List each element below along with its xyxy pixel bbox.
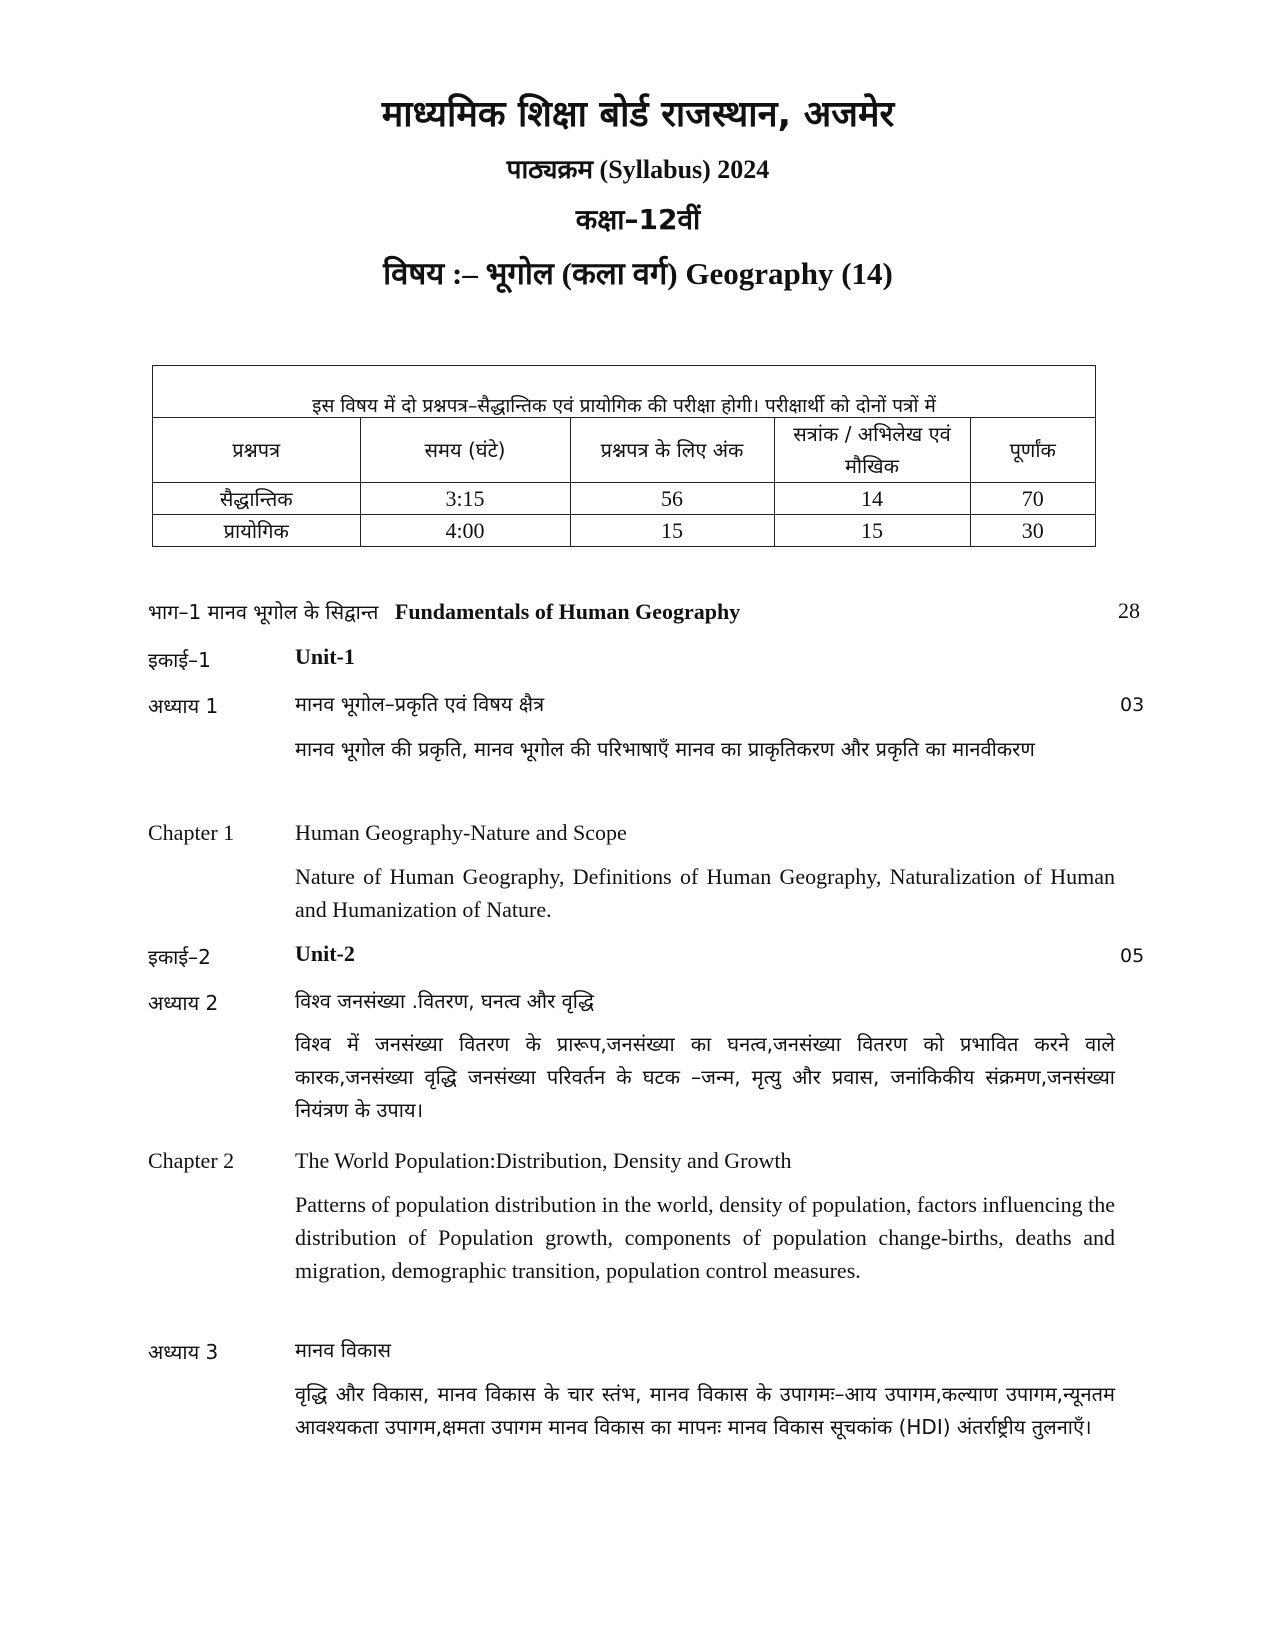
unit1-label-en: Unit-1 xyxy=(295,644,355,669)
ch1-label-en: Chapter 1 xyxy=(148,820,235,845)
ch1-marks: 03 xyxy=(1120,694,1145,716)
table-header-cell: सत्रांक / अभिलेख एवं मौखिक xyxy=(774,418,970,483)
ch2-label-en: Chapter 2 xyxy=(148,1148,235,1173)
class-title: कक्षा–12वीं xyxy=(575,203,701,236)
table-row xyxy=(153,483,1095,515)
board-title: माध्यमिक शिक्षा बोर्ड राजस्थान, अजमेर xyxy=(381,94,895,135)
ch2-title-en: The World Population:Distribution, Density and Growth xyxy=(295,1148,792,1173)
ch3-label-hi: अध्याय 3 xyxy=(148,1340,219,1364)
table-header-row xyxy=(153,418,1095,483)
ch3-desc-hi: वृद्धि और विकास, मानव विकास के चार स्तंभ, मानव विकास के उपागमः–आय उपागम,कल्याण उपागम,न्यूनतम आवश्यकता उपागम,क्षमता उपागम मानव विकास का मापनः मानव विकास सूचकांक (HDI) अंतर्राष्ट्रीय तुलनाएँ। xyxy=(295,1382,1115,1439)
part1-marks: 28 xyxy=(1118,598,1140,623)
exam-table xyxy=(152,365,1096,547)
table-cell: 56 xyxy=(570,483,774,515)
ch2-label-hi: अध्याय 2 xyxy=(148,991,219,1015)
ch1-desc-en: Nature of Human Geography, Definitions of Human Geography, Naturalization of Human and Humanization of Nature. xyxy=(295,864,1115,922)
ch1-title-en: Human Geography-Nature and Scope xyxy=(295,820,627,845)
ch1-label-hi: अध्याय 1 xyxy=(148,694,219,718)
ch2-desc-en: Patterns of population distribution in the world, density of population, factors influencing the distribution of Population growth, components of population change-births, deaths and migration, demographic transition, population control measures. xyxy=(295,1192,1115,1283)
syllabus-title: पाठ्यक्रम (Syllabus) 2024 xyxy=(506,155,770,184)
table-header-cell: पूर्णांक xyxy=(970,418,1095,483)
ch1-title-hi: मानव भूगोल–प्रकृति एवं विषय क्षैत्र xyxy=(295,692,545,716)
table-cell: 3:15 xyxy=(360,483,570,515)
table-row xyxy=(153,515,1095,547)
table-cell: 15 xyxy=(570,515,774,547)
subject-title: विषय :– भूगोल (कला वर्ग) Geography (14) xyxy=(383,256,893,291)
ch2-desc-hi: विश्व में जनसंख्या वितरण के प्रारूप,जनसंख्या का घनत्व,जनसंख्या वितरण को प्रभावित करने वाले कारक,जनसंख्या वृद्धि जनसंख्या परिवर्तन के घटक –जन्म, मृत्यु और प्रवास, जनांकिकीय संक्रमण,जनसंख्या नियंत्रण के उपाय। xyxy=(295,1032,1115,1122)
part1-heading xyxy=(148,598,740,625)
table-header-cell: समय (घंटे) xyxy=(360,418,570,483)
table-cell: 70 xyxy=(970,483,1095,515)
ch2-title-hi: विश्व जनसंख्या .वितरण, घनत्व और वृद्धि xyxy=(295,989,594,1013)
table-cell: सैद्धान्तिक xyxy=(153,483,360,515)
unit2-label-en: Unit-2 xyxy=(295,941,355,966)
table-cell: 30 xyxy=(970,515,1095,547)
table-cell: प्रायोगिक xyxy=(153,515,360,547)
ch3-title-hi: मानव विकास xyxy=(295,1338,392,1362)
table-header-cell: प्रश्नपत्र के लिए अंक xyxy=(570,418,774,483)
ch1-desc-hi: मानव भूगोल की प्रकृति, मानव भूगोल की परिभाषाएँ मानव का प्राकृतिकरण और प्रकृति का मानवीकरण xyxy=(295,737,1035,761)
table-cell: 4:00 xyxy=(360,515,570,547)
table-cell: 14 xyxy=(774,483,970,515)
unit1-label-hi: इकाई–1 xyxy=(148,648,211,672)
unit2-marks: 05 xyxy=(1120,945,1145,967)
part1-title: Fundamentals of Human Geography xyxy=(394,599,741,624)
table-header-cell: प्रश्नपत्र xyxy=(232,438,281,462)
exam-note: इस विषय में दो प्रश्नपत्र–सैद्धान्तिक एवं प्रायोगिक की परीक्षा होगी। परीक्षार्थी को दोनों पत्रों में xyxy=(153,366,1095,418)
part1-label: भाग–1 मानव भूगोल के सिद्वान्त xyxy=(148,600,379,624)
table-cell: 15 xyxy=(774,515,970,547)
unit2-label-hi: इकाई–2 xyxy=(148,945,211,969)
